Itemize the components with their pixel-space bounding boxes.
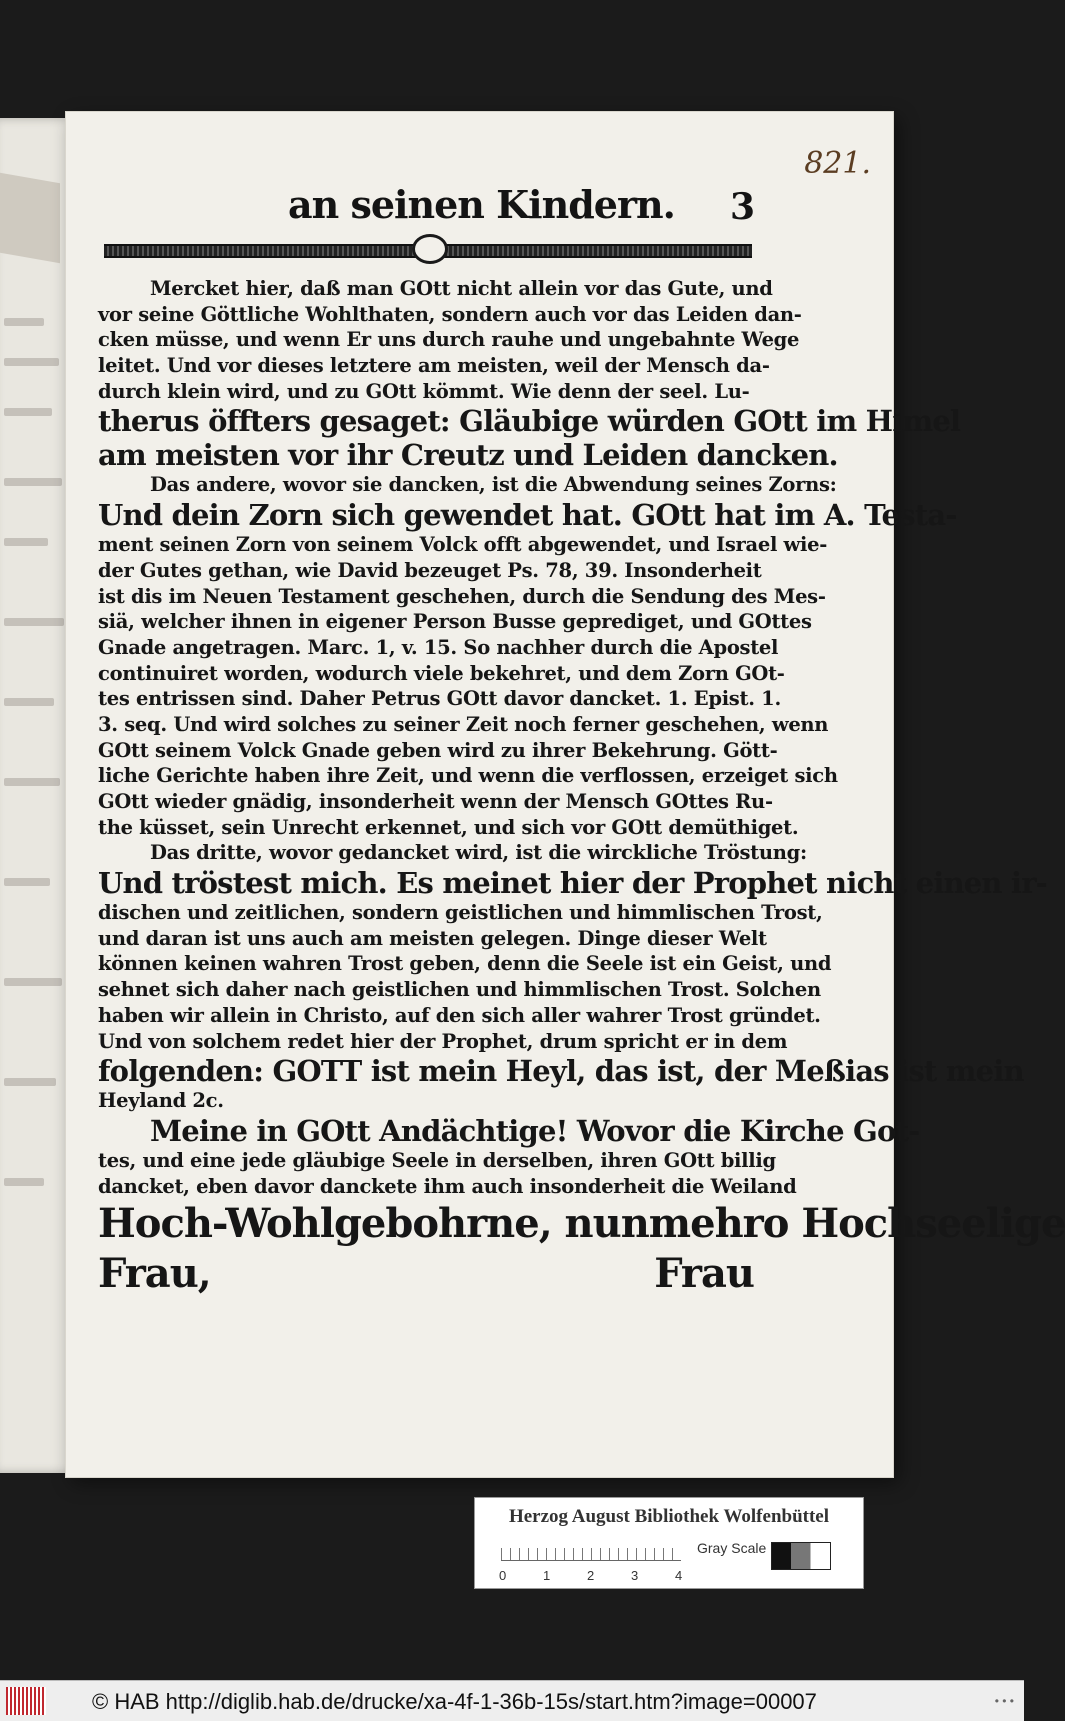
scale-number: 0 xyxy=(499,1568,507,1583)
facing-page-text-trace xyxy=(4,778,60,786)
text-line: liche Gerichte haben ihre Zeit, und wenn die verflossen, erzeiget sich xyxy=(98,764,838,788)
text-line: ist dis im Neuen Testament geschehen, durch die Sendung des Mes- xyxy=(98,584,826,608)
catchword: Frau xyxy=(654,1250,754,1298)
facing-page-text-trace xyxy=(4,698,54,706)
text-line: am meisten vor ihr Creutz und Leiden dancken. xyxy=(98,438,838,473)
library-label xyxy=(474,1497,864,1589)
text-line: ment seinen Zorn von seinem Volck offt abgewendet, und Israel wie- xyxy=(98,533,828,557)
scale-number: 2 xyxy=(587,1568,595,1583)
footer-url[interactable]: © HAB http://diglib.hab.de/drucke/xa-4f-1-36b-15s/start.htm?image=00007 xyxy=(92,1689,817,1714)
text-line: und daran ist uns auch am meisten gelegen. Dinge dieser Welt xyxy=(98,926,767,950)
text-line: Das andere, wovor sie dancken, ist die Abwendung seines Zorns: xyxy=(150,473,837,497)
handwritten-folio: 821. xyxy=(804,146,871,181)
facing-page-text-trace xyxy=(4,978,62,986)
facing-page-text-trace xyxy=(4,618,64,626)
text-line: GOtt seinem Volck Gnade geben wird zu ihrer Bekehrung. Gött- xyxy=(98,738,778,762)
facing-page-text-trace xyxy=(4,358,59,366)
text-line: the küsset, sein Unrecht erkennet, und sich vor GOtt demüthiget. xyxy=(98,815,799,839)
library-name: Herzog August Bibliothek Wolfenbüttel xyxy=(508,1506,830,1527)
text-line: Das dritte, wovor gedancket wird, ist die wirckliche Tröstung: xyxy=(150,841,807,865)
text-line-large: Hoch-Wohlgebohrne, nunmehro Hochseelige xyxy=(98,1200,1065,1248)
text-line: continuiret worden, wodurch viele bekehret, und dem Zorn GOt- xyxy=(98,661,785,685)
facing-page-text-trace xyxy=(4,538,48,546)
text-line: dischen und zeitlichen, sondern geistlichen und himmlischen Trost, xyxy=(98,901,823,925)
facing-page-text-trace xyxy=(4,1078,56,1086)
text-line: können keinen wahren Trost geben, denn die Seele ist ein Geist, und xyxy=(98,952,832,976)
scale-number: 3 xyxy=(631,1568,639,1583)
text-line: cken müsse, und wenn Er uns durch rauhe und ungebahnte Wege xyxy=(98,328,800,352)
hab-logo-icon xyxy=(6,1687,46,1715)
facing-page-text-trace xyxy=(4,408,52,416)
ornamental-rule xyxy=(104,238,752,260)
text-line: der Gutes gethan, wie David bezeuget Ps. 78, 39. Insonderheit xyxy=(98,558,762,582)
text-line: Meine in GOtt Andächtige! Wovor die Kirche Got- xyxy=(150,1113,920,1148)
rule-ornament xyxy=(412,234,448,264)
text-line: Gnade angetragen. Marc. 1, v. 15. So nachher durch die Apostel xyxy=(98,635,779,659)
running-head: an seinen Kindern. xyxy=(288,182,675,227)
text-line: tes entrissen sind. Daher Petrus GOtt davor dancket. 1. Epist. 1. xyxy=(98,687,781,711)
text-line: Heyland 2c. xyxy=(98,1089,224,1113)
text-line: 3. seq. Und wird solches zu seiner Zeit noch ferner geschehen, wenn xyxy=(98,712,829,736)
text-line: durch klein wird, und zu GOtt kömmt. Wie denn der seel. Lu- xyxy=(98,379,750,403)
footer-bar xyxy=(0,1680,1024,1721)
body-text xyxy=(98,276,1065,1299)
page-number: 3 xyxy=(729,186,755,228)
facing-page-text-trace xyxy=(4,1178,44,1186)
facing-page-text-trace xyxy=(4,878,50,886)
gray-scale-swatch xyxy=(771,1542,831,1570)
facing-page-edge xyxy=(0,173,60,264)
scale-number: 4 xyxy=(675,1568,683,1583)
text-line: leitet. Und vor dieses letztere am meisten, weil der Mensch da- xyxy=(98,354,770,378)
facing-page-text-trace xyxy=(4,478,62,486)
text-line: Und tröstest mich. Es meinet hier der Prophet nicht einen ir- xyxy=(98,866,1047,901)
facing-page-text-trace xyxy=(4,318,44,326)
text-line: Mercket hier, daß man GOtt nicht allein vor das Gute, und xyxy=(150,277,773,300)
text-line: haben wir allein in Christo, auf den sich aller wahrer Trost gründet. xyxy=(98,1003,821,1027)
text-line: Und von solchem redet hier der Prophet, drum spricht er in dem xyxy=(98,1029,788,1053)
document-page xyxy=(66,112,1065,1477)
text-line: sehnet sich daher nach geistlichen und himmlischen Trost. Solchen xyxy=(98,978,821,1002)
text-line: folgenden: GOTT ist mein Heyl, das ist, der Meßias ist mein xyxy=(98,1054,1024,1089)
footer-dots: • • • xyxy=(994,1694,1014,1708)
scale-number: 1 xyxy=(543,1568,551,1583)
gray-scale-label: Gray Scale xyxy=(697,1540,767,1556)
text-line: therus öffters gesaget: Gläubige würden GOtt im Himel xyxy=(98,404,961,439)
text-line-large xyxy=(98,1249,754,1299)
text-line: siä, welcher ihnen in eigener Person Busse geprediget, und GOttes xyxy=(98,610,812,634)
text-line: Und dein Zorn sich gewendet hat. GOtt hat im A. Testa- xyxy=(98,498,957,533)
text-line: tes, und eine jede gläubige Seele in derselben, ihren GOtt billig xyxy=(98,1148,776,1172)
measurement-scale xyxy=(501,1538,681,1561)
text-line: vor seine Göttliche Wohlthaten, sondern auch vor das Leiden dan- xyxy=(98,302,802,326)
text-word: Frau, xyxy=(98,1250,211,1298)
text-line: dancket, eben davor danckete ihm auch insonderheit die Weiland xyxy=(98,1174,797,1198)
text-line: GOtt wieder gnädig, insonderheit wenn der Mensch GOttes Ru- xyxy=(98,790,773,813)
